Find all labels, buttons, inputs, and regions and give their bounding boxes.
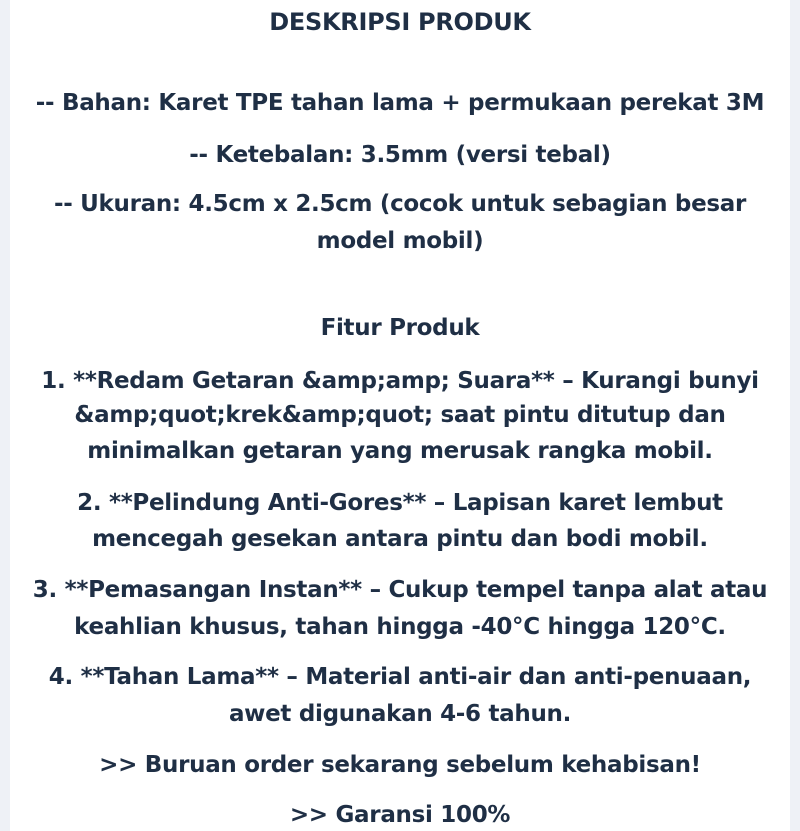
feature-3-line-1: 3. **Pemasangan Instan** – Cukup tempel tanpa alat atau — [32, 577, 768, 603]
cta-guarantee: >> Garansi 100% — [289, 802, 511, 828]
feature-2-line-1: 2. **Pelindung Anti-Gores** – Lapisan karet lembut — [77, 490, 723, 516]
feature-1-line-2: &amp;quot;krek&amp;quot; saat pintu ditutup dan — [74, 402, 726, 428]
page-title: DESKRIPSI PRODUK — [269, 8, 531, 36]
feature-1-line-1: 1. **Redam Getaran &amp;amp; Suara** – Kurangi bunyi — [41, 368, 759, 394]
description-card — [10, 0, 790, 831]
spec-size-line-2: model mobil) — [316, 228, 484, 254]
spec-size-line-1: -- Ukuran: 4.5cm x 2.5cm (cocok untuk sebagian besar — [53, 191, 747, 217]
feature-2-line-2: mencegah gesekan antara pintu dan bodi mobil. — [92, 526, 708, 552]
feature-4-line-1: 4. **Tahan Lama** – Material anti-air dan anti-penuaan, — [48, 664, 752, 690]
feature-1-line-3: minimalkan getaran yang merusak rangka mobil. — [87, 438, 713, 464]
features-heading: Fitur Produk — [320, 315, 480, 341]
spec-thickness: -- Ketebalan: 3.5mm (versi tebal) — [189, 142, 611, 168]
cta-order-now: >> Buruan order sekarang sebelum kehabisan! — [99, 752, 701, 778]
feature-3-line-2: keahlian khusus, tahan hingga -40°C hingga 120°C. — [74, 614, 726, 640]
spec-material: -- Bahan: Karet TPE tahan lama + permukaan perekat 3M — [35, 90, 765, 116]
feature-4-line-2: awet digunakan 4-6 tahun. — [228, 701, 572, 727]
